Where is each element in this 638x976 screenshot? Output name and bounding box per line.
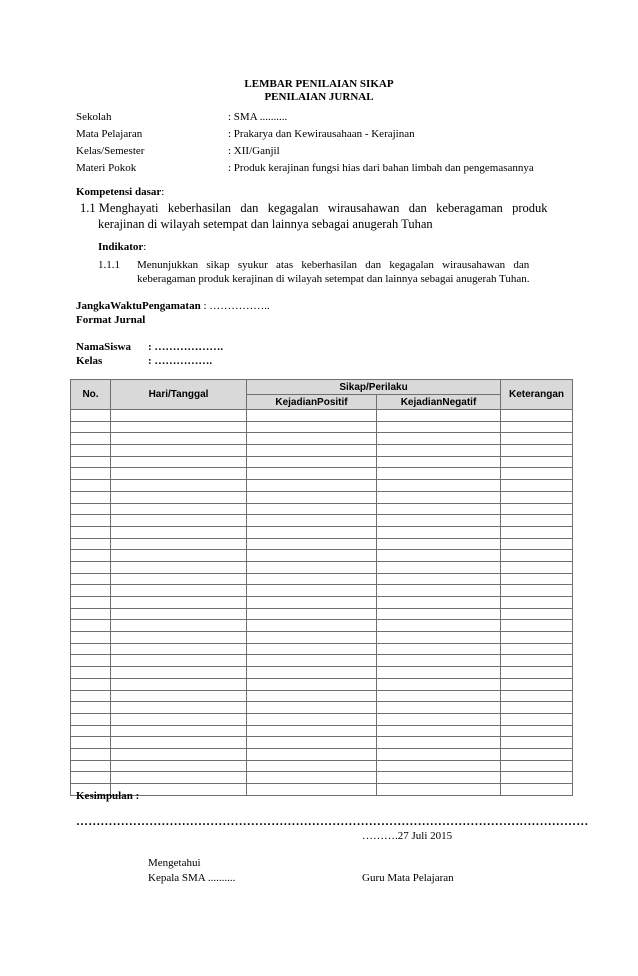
kesimpulan-label: Kesimpulan : <box>76 790 140 802</box>
table-row <box>71 515 573 527</box>
table-row <box>71 503 573 515</box>
table-cell <box>501 515 573 527</box>
table-cell <box>501 421 573 433</box>
table-cell <box>111 526 247 538</box>
table-cell <box>111 702 247 714</box>
table-cell <box>247 597 377 609</box>
table-row <box>71 667 573 679</box>
table-cell <box>377 538 501 550</box>
indikator-number: 1.1.1 <box>98 259 120 271</box>
table-cell <box>501 597 573 609</box>
table-cell <box>71 678 111 690</box>
table-cell <box>501 480 573 492</box>
table-cell <box>111 678 247 690</box>
table-cell <box>501 748 573 760</box>
table-cell <box>247 725 377 737</box>
guru-mata-pelajaran-label: Guru Mata Pelajaran <box>362 872 454 884</box>
table-cell <box>377 597 501 609</box>
table-row <box>71 620 573 632</box>
kesimpulan-dotted-line: ……………………………………………………………………………………………………………… <box>76 814 589 828</box>
table-row <box>71 678 573 690</box>
table-cell <box>71 445 111 457</box>
table-cell <box>247 468 377 480</box>
col-header-hari-tanggal: Hari/Tanggal <box>111 380 247 410</box>
table-cell <box>111 620 247 632</box>
table-cell <box>247 702 377 714</box>
table-cell <box>71 503 111 515</box>
table-cell <box>71 421 111 433</box>
indikator-text-line1: Menunjukkan sikap syukur atas keberhasilan dan kegagalan wirausahawan dan <box>137 259 530 271</box>
table-cell <box>71 491 111 503</box>
table-cell <box>377 480 501 492</box>
table-cell <box>501 468 573 480</box>
table-cell <box>247 667 377 679</box>
table-cell <box>501 433 573 445</box>
kompetensi-heading: Kompetensi dasar: <box>76 186 165 198</box>
table-cell <box>111 655 247 667</box>
table-cell <box>71 690 111 702</box>
col-header-kejadian-positif: KejadianPositif <box>247 395 377 410</box>
table-cell <box>247 515 377 527</box>
table-cell <box>247 737 377 749</box>
table-cell <box>501 678 573 690</box>
table-cell <box>377 491 501 503</box>
table-row <box>71 632 573 644</box>
table-cell <box>377 655 501 667</box>
table-cell <box>377 748 501 760</box>
table-cell <box>71 573 111 585</box>
table-cell <box>377 573 501 585</box>
table-cell <box>501 526 573 538</box>
table-row <box>71 421 573 433</box>
table-cell <box>111 433 247 445</box>
table-cell <box>71 725 111 737</box>
table-cell <box>501 690 573 702</box>
table-cell <box>377 526 501 538</box>
table-cell <box>501 538 573 550</box>
table-cell <box>247 433 377 445</box>
table-cell <box>501 410 573 422</box>
table-cell <box>111 538 247 550</box>
table-cell <box>71 643 111 655</box>
table-cell <box>501 760 573 772</box>
table-cell <box>247 561 377 573</box>
table-cell <box>247 585 377 597</box>
table-cell <box>111 561 247 573</box>
table-cell <box>501 784 573 796</box>
table-cell <box>247 456 377 468</box>
table-cell <box>247 503 377 515</box>
info-label: Kelas/Semester <box>76 145 145 157</box>
table-row <box>71 784 573 796</box>
table-row <box>71 573 573 585</box>
table-cell <box>377 410 501 422</box>
table-cell <box>111 748 247 760</box>
indikator-text-line2: keberagaman produk kerajinan di wilayah setempat dan lainnya sebagai anugerah Tuhan. <box>137 273 530 285</box>
table-cell <box>111 410 247 422</box>
table-row <box>71 456 573 468</box>
table-row <box>71 468 573 480</box>
format-jurnal: Format Jurnal <box>76 314 146 326</box>
info-value: : Produk kerajinan fungsi hias dari bahan limbah dan pengemasannya <box>228 162 534 174</box>
signature-date: ……….27 Juli 2015 <box>362 830 453 842</box>
table-row <box>71 585 573 597</box>
col-header-keterangan: Keterangan <box>501 380 573 410</box>
table-cell <box>501 655 573 667</box>
table-cell <box>111 643 247 655</box>
table-cell <box>111 421 247 433</box>
table-cell <box>247 772 377 784</box>
table-cell <box>501 561 573 573</box>
table-cell <box>71 538 111 550</box>
table-cell <box>71 550 111 562</box>
table-row <box>71 737 573 749</box>
table-row <box>71 702 573 714</box>
table-cell <box>111 573 247 585</box>
table-cell <box>247 690 377 702</box>
table-row <box>71 713 573 725</box>
table-cell <box>71 632 111 644</box>
col-header-kejadian-negatif: KejadianNegatif <box>377 395 501 410</box>
table-cell <box>501 608 573 620</box>
table-row <box>71 760 573 772</box>
table-cell <box>377 585 501 597</box>
table-cell <box>111 491 247 503</box>
table-row <box>71 491 573 503</box>
table-cell <box>377 678 501 690</box>
col-header-sikap-perilaku: Sikap/Perilaku <box>247 380 501 395</box>
document-subtitle: PENILAIAN JURNAL <box>264 91 374 103</box>
table-cell <box>247 620 377 632</box>
table-cell <box>501 573 573 585</box>
table-cell <box>247 410 377 422</box>
table-cell <box>377 702 501 714</box>
table-cell <box>71 608 111 620</box>
table-row <box>71 597 573 609</box>
kompetensi-text-line1: 1.1 Menghayati keberhasilan dan kegagalan wirausahawan dan keberagaman produk <box>80 201 548 215</box>
table-cell <box>247 748 377 760</box>
table-cell <box>377 725 501 737</box>
table-cell <box>377 421 501 433</box>
table-cell <box>501 445 573 457</box>
table-row <box>71 526 573 538</box>
table-cell <box>501 713 573 725</box>
table-cell <box>111 690 247 702</box>
table-cell <box>501 772 573 784</box>
info-label: Sekolah <box>76 111 112 123</box>
table-cell <box>71 480 111 492</box>
table-cell <box>111 713 247 725</box>
table-cell <box>377 760 501 772</box>
table-cell <box>71 456 111 468</box>
table-cell <box>377 515 501 527</box>
table-cell <box>71 468 111 480</box>
table-cell <box>71 713 111 725</box>
table-cell <box>247 573 377 585</box>
table-cell <box>247 491 377 503</box>
table-cell <box>111 760 247 772</box>
table-cell <box>111 480 247 492</box>
table-cell <box>377 632 501 644</box>
table-row <box>71 748 573 760</box>
table-cell <box>377 550 501 562</box>
table-cell <box>111 468 247 480</box>
table-cell <box>111 550 247 562</box>
table-cell <box>111 445 247 457</box>
table-row <box>71 538 573 550</box>
table-cell <box>377 667 501 679</box>
table-cell <box>501 456 573 468</box>
table-cell <box>501 550 573 562</box>
table-cell <box>71 410 111 422</box>
table-cell <box>377 503 501 515</box>
nama-siswa-label: NamaSiswa <box>76 341 132 353</box>
table-cell <box>377 620 501 632</box>
table-cell <box>247 632 377 644</box>
col-header-no: No. <box>71 380 111 410</box>
table-cell <box>247 526 377 538</box>
table-cell <box>501 643 573 655</box>
table-cell <box>377 772 501 784</box>
table-cell <box>501 632 573 644</box>
table-cell <box>111 515 247 527</box>
table-cell <box>247 678 377 690</box>
table-row <box>71 643 573 655</box>
table-cell <box>247 421 377 433</box>
table-cell <box>501 503 573 515</box>
table-cell <box>377 737 501 749</box>
table-cell <box>71 561 111 573</box>
table-cell <box>111 737 247 749</box>
table-row <box>71 725 573 737</box>
info-label: Mata Pelajaran <box>76 128 143 140</box>
table-cell <box>377 433 501 445</box>
table-cell <box>71 702 111 714</box>
table-cell <box>377 456 501 468</box>
table-cell <box>247 608 377 620</box>
table-row <box>71 608 573 620</box>
table-cell <box>71 737 111 749</box>
table-cell <box>111 725 247 737</box>
table-cell <box>71 655 111 667</box>
table-cell <box>71 760 111 772</box>
table-row <box>71 433 573 445</box>
table-cell <box>247 760 377 772</box>
table-cell <box>501 702 573 714</box>
table-cell <box>377 561 501 573</box>
table-cell <box>111 667 247 679</box>
table-cell <box>247 713 377 725</box>
table-cell <box>247 538 377 550</box>
table-cell <box>71 515 111 527</box>
kompetensi-text-line2: kerajinan di wilayah setempat dan lainnya sebagai anugerah Tuhan <box>98 217 433 231</box>
info-value: : Prakarya dan Kewirausahaan - Kerajinan <box>228 128 415 140</box>
table-cell <box>111 456 247 468</box>
table-cell <box>111 503 247 515</box>
table-cell <box>501 585 573 597</box>
table-cell <box>71 620 111 632</box>
table-cell <box>71 772 111 784</box>
table-cell <box>247 480 377 492</box>
table-row <box>71 445 573 457</box>
kelas-label: Kelas <box>76 355 103 367</box>
table-cell <box>71 597 111 609</box>
info-value: : SMA .......... <box>228 111 288 123</box>
table-cell <box>71 585 111 597</box>
table-body <box>71 410 573 796</box>
table-row <box>71 410 573 422</box>
document-title: LEMBAR PENILAIAN SIKAP <box>244 78 394 90</box>
table-row <box>71 480 573 492</box>
table-cell <box>111 772 247 784</box>
jurnal-table <box>70 379 573 796</box>
table-row <box>71 690 573 702</box>
table-row <box>71 561 573 573</box>
mengetahui-label: Mengetahui <box>148 857 201 869</box>
table-cell <box>111 608 247 620</box>
table-cell <box>111 632 247 644</box>
table-cell <box>111 585 247 597</box>
table-cell <box>71 433 111 445</box>
table-cell <box>377 468 501 480</box>
table-cell <box>247 550 377 562</box>
table-cell <box>377 643 501 655</box>
table-cell <box>247 445 377 457</box>
info-label: Materi Pokok <box>76 162 137 174</box>
table-row <box>71 772 573 784</box>
indikator-heading: Indikator: <box>98 241 147 253</box>
table-cell <box>501 737 573 749</box>
table-cell <box>71 526 111 538</box>
kelas-value: : ……………. <box>148 355 213 367</box>
table-cell <box>111 597 247 609</box>
table-cell <box>377 445 501 457</box>
table-cell <box>501 667 573 679</box>
table-cell <box>377 784 501 796</box>
nama-siswa-value: : ………………. <box>148 341 224 353</box>
table-cell <box>377 713 501 725</box>
table-cell <box>501 620 573 632</box>
table-cell <box>377 608 501 620</box>
table-cell <box>501 725 573 737</box>
table-row <box>71 550 573 562</box>
table-cell <box>71 667 111 679</box>
table-cell <box>247 643 377 655</box>
jangka-waktu: JangkaWaktuPengamatan : …………….. <box>76 300 270 312</box>
table-cell <box>247 655 377 667</box>
table-cell <box>377 690 501 702</box>
table-cell <box>501 491 573 503</box>
table-cell <box>247 784 377 796</box>
kepala-sekolah-label: Kepala SMA .......... <box>148 872 236 884</box>
table-row <box>71 655 573 667</box>
info-value: : XII/Ganjil <box>228 145 280 157</box>
table-cell <box>71 748 111 760</box>
